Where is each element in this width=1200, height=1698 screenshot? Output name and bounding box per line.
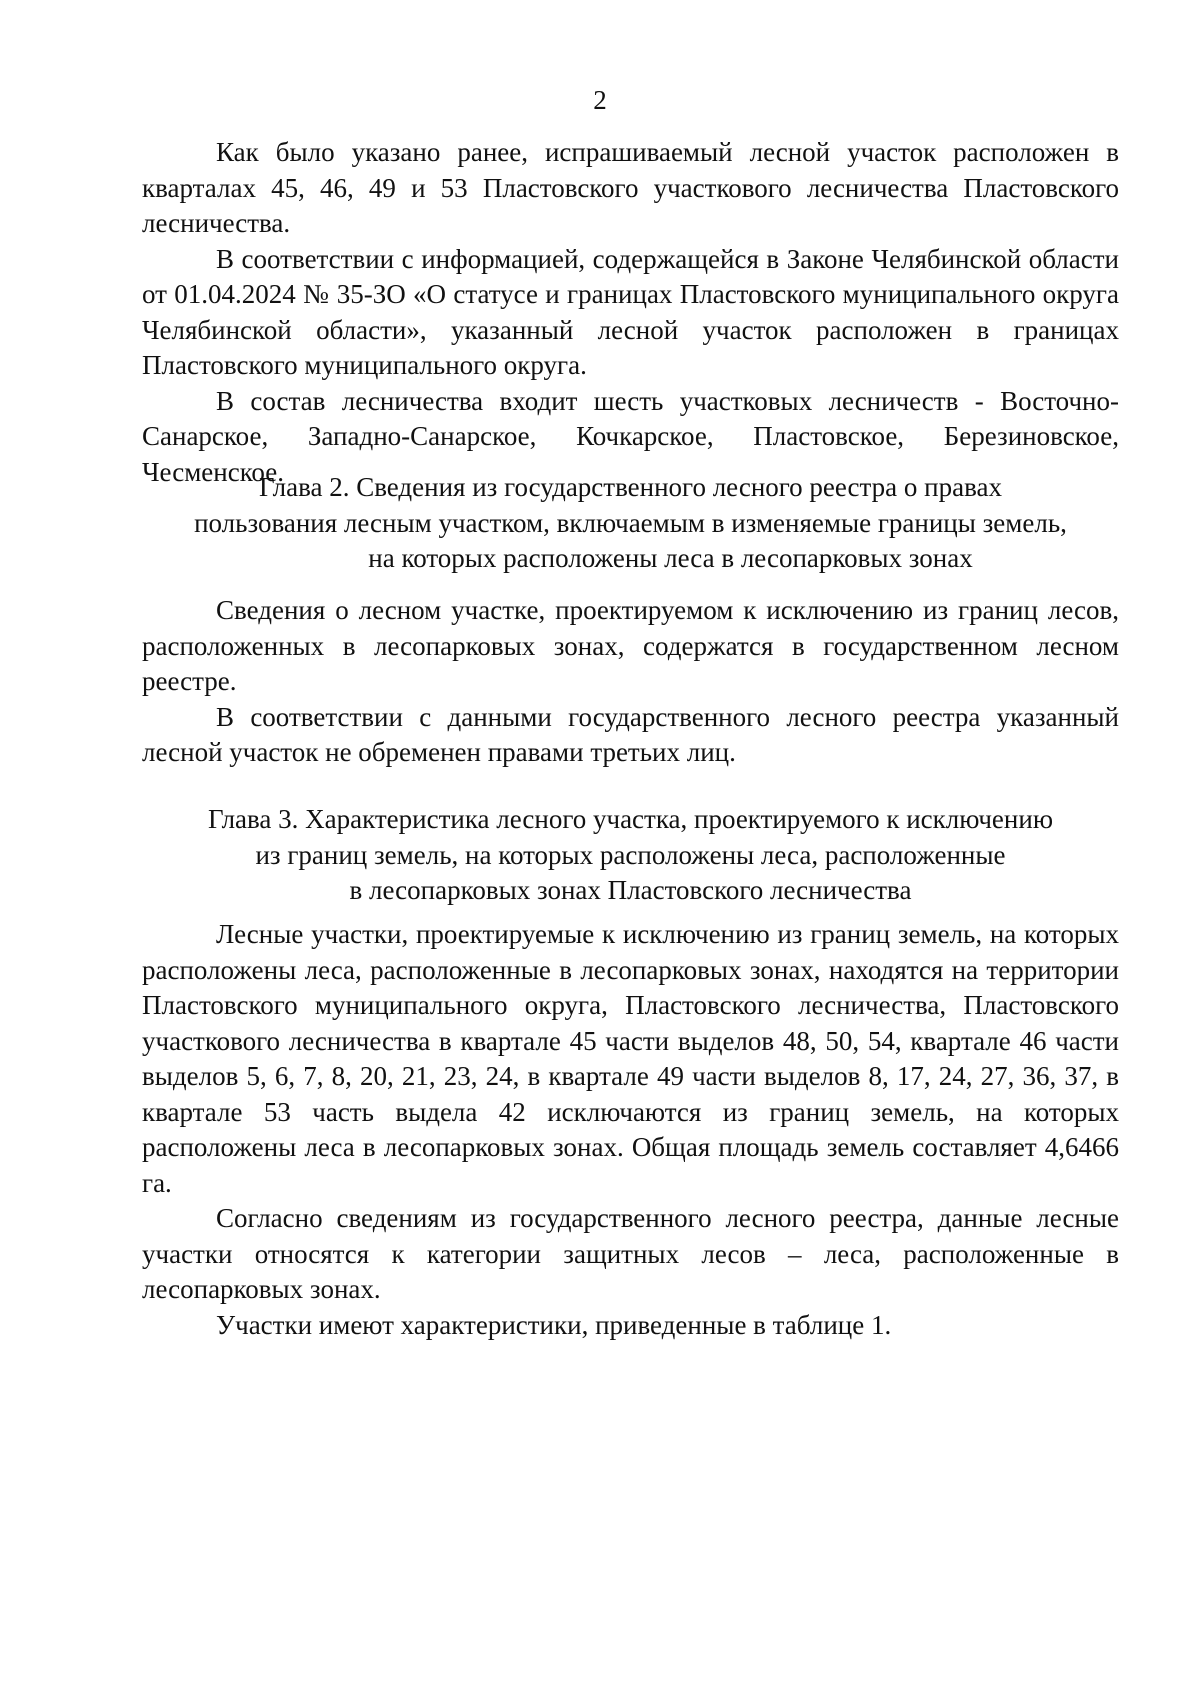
chapter-3-heading-line: из границ земель, на которых расположены леса, расположенные xyxy=(255,839,1006,870)
paragraph-no-encumbrance: В соответствии с данными государственного лесного реестра указанный лесной участок не обременен правами третьих лиц. xyxy=(142,701,1119,767)
chapter-3-heading xyxy=(142,802,1119,909)
chapter-2-heading-line: на которых расположены леса в лесопарковых зонах xyxy=(368,543,973,573)
chapter-3-heading-line: в лесопарковых зонах Пластовского лесничества xyxy=(349,875,912,905)
intro-section xyxy=(142,135,1119,490)
page-number: 2 xyxy=(593,85,607,115)
paragraph-registry-info: Сведения о лесном участке, проектируемом к исключению из границ лесов, расположенных в лесопарковых зонах, содержатся в государственном лесном реестре. xyxy=(142,595,1119,696)
chapter-2-heading xyxy=(142,470,1119,577)
paragraph-law-reference: В соответствии с информацией, содержащейся в Законе Челябинской области от 01.04.2024 № 35-ЗО «О статусе и границах Пластовского муниципального округа Челябинской области», указанный лесной участок расположен в границах Пластовского муниципального округа. xyxy=(142,243,1119,380)
chapter-2-heading-line: Глава 2. Сведения из государственного лесного реестра о правах xyxy=(259,472,1002,502)
paragraph-location: Как было указано ранее, испрашиваемый лесной участок расположен в кварталах 45, 46, 49 и 53 Пластовского участкового лесничества Пластовского лесничества. xyxy=(142,137,1119,238)
chapter-2-heading-line: пользования лесным участком, включаемым в изменяемые границы земель, xyxy=(194,507,1067,538)
paragraph-protective-category: Согласно сведениям из государственного лесного реестра, данные лесные участки относятся к категории защитных лесов – леса, расположенные в лесопарковых зонах. xyxy=(142,1203,1119,1304)
chapter-3-body xyxy=(142,917,1119,1343)
chapter-2-body xyxy=(142,593,1119,771)
paragraph-plot-description: Лесные участки, проектируемые к исключению из границ земель, на которых расположены леса, расположенные в лесопарковых зонах, находятся на территории Пластовского муниципального округа, Пластовского лесничества, Пластовского участкового лесничества в квартале 45 части выделов 48, 50, 54, квартале 46 части выделов 5, 6, 7, 8, 20, 21, 23, 24, в квартале 49 части выделов 8, 17, 24, 27, 36, 37, в квартале 53 часть выдела 42 исключаются из границ земель, на которых расположены леса в лесопарковых зонах. Общая площадь земель составляет 4,6466 га. xyxy=(142,919,1119,1198)
paragraph-table-reference: Участки имеют характеристики, приведенные в таблице 1. xyxy=(216,1309,892,1340)
paragraph-forestry-composition: В состав лесничества входит шесть участковых лесничеств - Восточно-Санарское, Западно-Санарское, Кочкарское, Пластовское, Березиновское, Чесменское. xyxy=(142,385,1119,487)
chapter-3-heading-line: Глава 3. Характеристика лесного участка, проектируемого к исключению xyxy=(207,804,1053,834)
